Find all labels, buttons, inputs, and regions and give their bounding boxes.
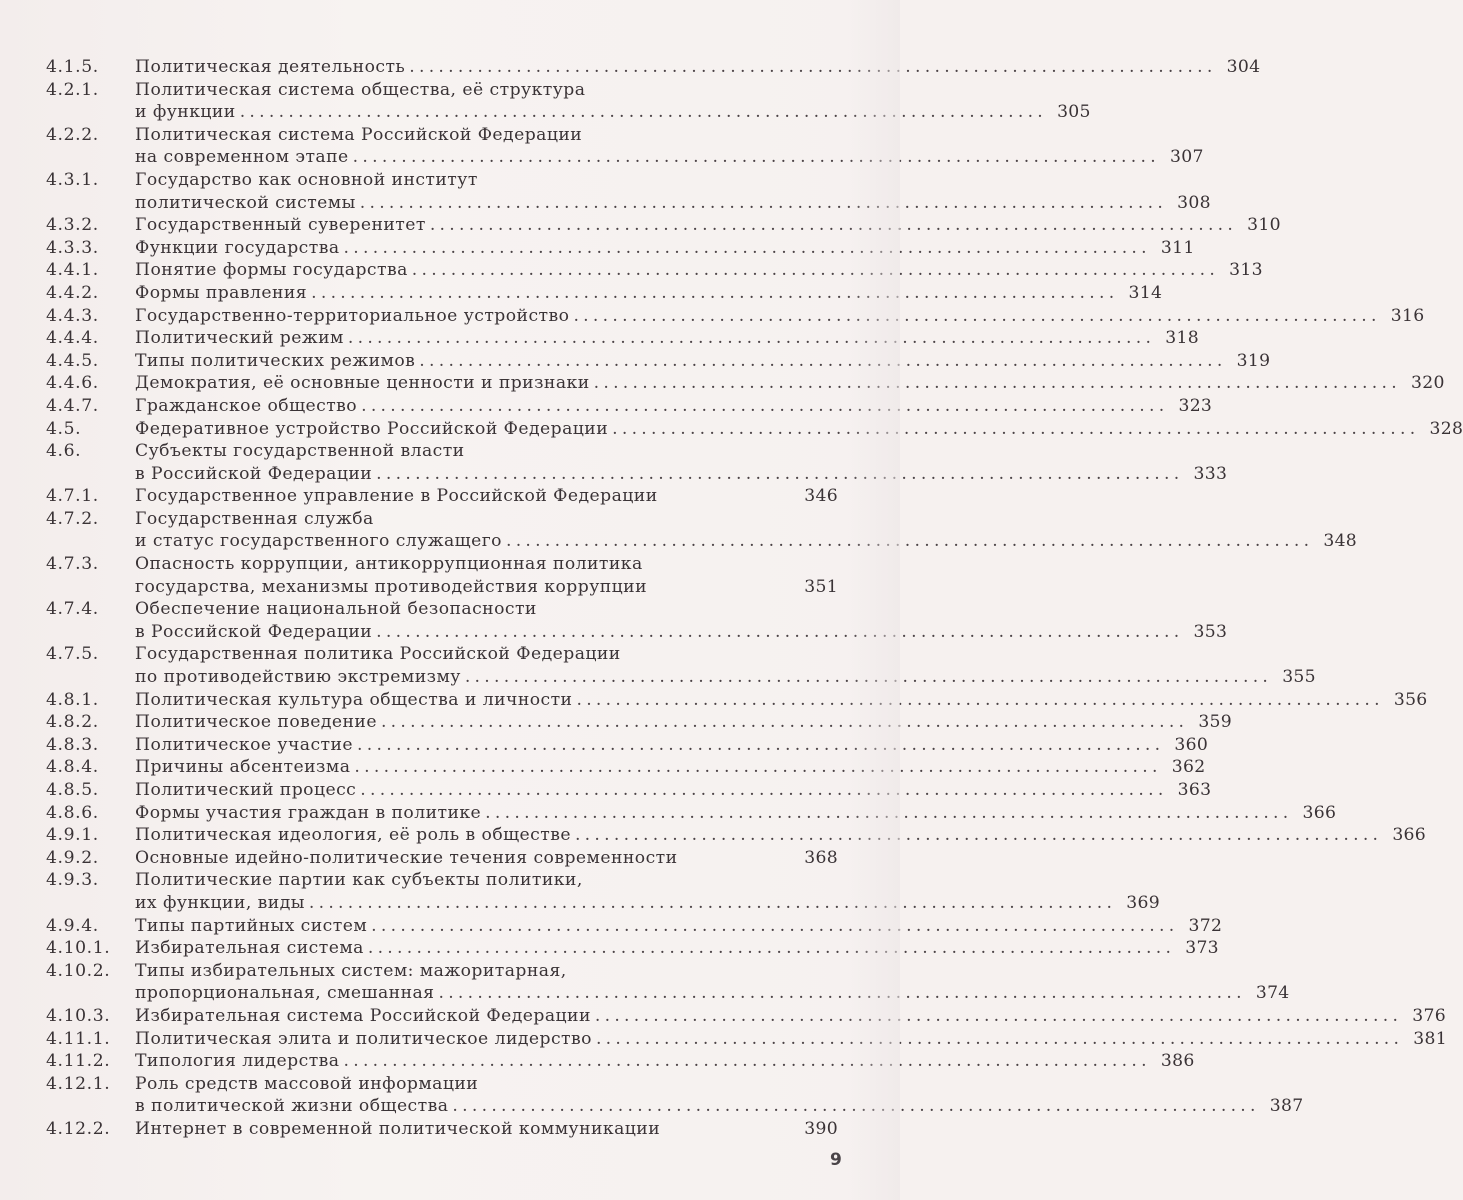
toc-entry bbox=[46, 960, 1290, 1005]
page-ref: 346 bbox=[804, 486, 838, 507]
page-ref: 351 bbox=[804, 576, 838, 597]
section-title: Типы политических режимов bbox=[135, 350, 416, 371]
section-title: Избирательная система bbox=[135, 938, 364, 959]
section-title: Политическая система Российской Федерации bbox=[135, 124, 583, 145]
entry-title-block bbox=[135, 1118, 838, 1141]
title-line bbox=[135, 169, 1211, 192]
toc-entry bbox=[46, 553, 838, 598]
entry-title-block bbox=[135, 56, 1260, 79]
section-title: Политическая идеология, её роль в обществе bbox=[135, 825, 571, 846]
toc-entry bbox=[46, 824, 1427, 847]
dot-leader bbox=[506, 530, 1309, 553]
section-title: политической системы bbox=[135, 192, 356, 213]
section-title: Политическое участие bbox=[135, 734, 354, 755]
section-title: государства, механизмы противодействия коррупции bbox=[135, 576, 647, 597]
dot-leader bbox=[240, 101, 1043, 124]
toc-entry bbox=[46, 79, 1091, 124]
section-number: 4.10.2. bbox=[46, 960, 111, 981]
section-title: на современном этапе bbox=[135, 147, 349, 168]
section-title: в Российской Федерации bbox=[135, 463, 373, 484]
toc-entry bbox=[46, 802, 1337, 825]
page-ref: 381 bbox=[1413, 1028, 1448, 1049]
section-title: Роль средств массовой информации bbox=[135, 1073, 479, 1094]
toc-entry bbox=[46, 372, 1445, 395]
title-line bbox=[135, 1050, 1195, 1073]
toc-entry bbox=[46, 214, 1281, 237]
toc-entry bbox=[46, 937, 1219, 960]
dot-leader bbox=[575, 824, 1378, 847]
section-title: Формы правления bbox=[135, 282, 308, 303]
section-number: 4.4.5. bbox=[46, 350, 99, 371]
title-line bbox=[135, 960, 1290, 983]
title-line bbox=[135, 101, 1091, 124]
page-ref: 390 bbox=[804, 1118, 838, 1139]
section-number: 4.12.1. bbox=[46, 1073, 111, 1094]
title-line bbox=[135, 508, 1357, 531]
section-title: их функции, виды bbox=[135, 892, 305, 913]
title-line bbox=[135, 802, 1336, 825]
entry-title-block bbox=[135, 372, 1445, 395]
title-line bbox=[135, 350, 1270, 373]
section-title: Федеративное устройство Российской Федерации bbox=[135, 418, 609, 439]
page-ref: 316 bbox=[1390, 305, 1425, 326]
section-title: и функции bbox=[135, 102, 236, 123]
section-number: 4.10.1. bbox=[46, 938, 111, 959]
section-number: 4.8.5. bbox=[46, 780, 99, 800]
section-title: Причины абсентеизма bbox=[135, 757, 351, 778]
toc-entry bbox=[46, 124, 1204, 169]
section-title: и статус государственного служащего bbox=[135, 531, 502, 552]
dot-leader bbox=[360, 779, 1163, 802]
title-line bbox=[135, 1028, 1447, 1051]
section-title: Политический режим bbox=[135, 328, 344, 349]
toc-entry bbox=[46, 305, 1425, 328]
toc-entry bbox=[46, 756, 1206, 779]
title-line bbox=[135, 56, 1260, 79]
section-title: Обеспечение национальной безопасности bbox=[135, 599, 537, 620]
entry-title-block bbox=[135, 237, 1195, 260]
entry-title-block bbox=[135, 282, 1162, 305]
entry-title-block bbox=[135, 598, 1227, 643]
title-line bbox=[135, 734, 1208, 757]
section-title: Опасность коррупции, антикоррупционная политика bbox=[135, 554, 643, 575]
entry-title-block bbox=[135, 756, 1205, 779]
entry-title-block bbox=[135, 485, 838, 508]
entry-title-block bbox=[135, 508, 1357, 553]
page-ref: 374 bbox=[1255, 983, 1290, 1004]
section-title: Основные идейно-политические течения современности bbox=[135, 847, 678, 868]
toc-entry bbox=[46, 350, 1271, 373]
dot-leader bbox=[595, 1005, 1398, 1028]
entry-title-block bbox=[135, 847, 838, 870]
section-number: 4.12.2. bbox=[46, 1118, 111, 1139]
section-number: 4.9.2. bbox=[46, 847, 99, 868]
page-ref: 372 bbox=[1188, 915, 1223, 936]
section-number: 4.4.3. bbox=[46, 305, 99, 326]
section-title: Государство как основной институт bbox=[135, 169, 478, 190]
dot-leader bbox=[344, 1050, 1147, 1073]
page-ref: 356 bbox=[1393, 689, 1428, 710]
section-title: Типология лидерства bbox=[135, 1051, 340, 1072]
section-number: 4.11.2. bbox=[46, 1051, 111, 1072]
entry-title-block bbox=[135, 711, 1232, 734]
title-line bbox=[135, 237, 1195, 260]
page-number: 9 bbox=[830, 1150, 842, 1170]
section-number: 4.11.1. bbox=[46, 1028, 111, 1049]
section-number: 4.8.1. bbox=[46, 689, 99, 710]
section-title: Государственная служба bbox=[135, 508, 374, 529]
entry-title-block bbox=[135, 689, 1428, 712]
dot-leader bbox=[612, 418, 1415, 441]
section-title: Политическая деятельность bbox=[135, 57, 406, 77]
title-line bbox=[135, 146, 1204, 169]
title-line bbox=[135, 259, 1263, 282]
section-number: 4.2.2. bbox=[46, 124, 99, 145]
section-title: Гражданское общество bbox=[135, 395, 358, 416]
entry-title-block bbox=[135, 1005, 1446, 1028]
entry-title-block bbox=[135, 350, 1270, 373]
title-line bbox=[135, 847, 838, 870]
dot-leader bbox=[376, 463, 1179, 486]
page-ref: 305 bbox=[1057, 102, 1091, 123]
section-number: 4.8.4. bbox=[46, 757, 99, 778]
section-number: 4.9.1. bbox=[46, 825, 99, 846]
section-number: 4.4.2. bbox=[46, 282, 99, 303]
entry-title-block bbox=[135, 915, 1222, 938]
section-number: 4.4.4. bbox=[46, 328, 99, 349]
section-number: 4.10.3. bbox=[46, 1005, 111, 1026]
section-number: 4.4.7. bbox=[46, 395, 99, 416]
toc-entry bbox=[46, 1050, 1195, 1073]
toc-entry bbox=[46, 259, 1263, 282]
dot-leader bbox=[381, 711, 1184, 734]
page-ref: 373 bbox=[1185, 938, 1219, 959]
entry-title-block bbox=[135, 440, 1227, 485]
dot-leader bbox=[354, 756, 1157, 779]
title-line bbox=[135, 1073, 1304, 1096]
page-ref: 318 bbox=[1165, 328, 1199, 349]
entry-title-block bbox=[135, 124, 1204, 169]
section-title: Государственный суверенитет bbox=[135, 215, 426, 236]
entry-title-block bbox=[135, 734, 1208, 757]
section-number: 4.2.1. bbox=[46, 79, 99, 100]
title-line bbox=[135, 689, 1428, 712]
title-line bbox=[135, 214, 1281, 237]
title-line bbox=[135, 305, 1425, 328]
toc-entry bbox=[46, 915, 1223, 938]
page-ref: 307 bbox=[1170, 147, 1204, 168]
page-ref: 360 bbox=[1174, 734, 1209, 755]
toc-entry bbox=[46, 395, 1213, 418]
entry-title-block bbox=[135, 259, 1263, 282]
page-ref: 368 bbox=[804, 847, 838, 868]
toc-entry bbox=[46, 734, 1209, 757]
title-line bbox=[135, 530, 1357, 553]
page-ref: 387 bbox=[1269, 1096, 1304, 1117]
toc-entry bbox=[46, 169, 1211, 214]
page-ref: 308 bbox=[1177, 192, 1211, 213]
page-ref: 362 bbox=[1171, 757, 1206, 778]
toc-entry bbox=[46, 711, 1233, 734]
section-title: Политические партии как субъекты политики, bbox=[135, 870, 583, 891]
entry-title-block bbox=[135, 395, 1212, 418]
toc-entry bbox=[46, 508, 1358, 553]
entry-title-block bbox=[135, 869, 1160, 914]
page-ref: 366 bbox=[1302, 802, 1337, 823]
section-title: Государственное управление в Российской Федерации bbox=[135, 486, 658, 507]
toc-entry bbox=[46, 779, 1212, 802]
toc-entry bbox=[46, 237, 1195, 260]
title-line bbox=[135, 124, 1204, 147]
dot-leader bbox=[376, 621, 1179, 644]
dot-leader bbox=[360, 192, 1163, 215]
entry-title-block bbox=[135, 305, 1425, 328]
title-line bbox=[135, 282, 1162, 305]
page-ref: 313 bbox=[1229, 260, 1263, 281]
section-title: Субъекты государственной власти bbox=[135, 441, 465, 462]
title-line bbox=[135, 711, 1232, 734]
section-title: Политическая элита и политическое лидерство bbox=[135, 1028, 592, 1049]
page-ref: 376 bbox=[1412, 1005, 1446, 1026]
toc-entry bbox=[46, 1005, 1446, 1028]
toc-entry bbox=[46, 485, 838, 508]
toc-entry bbox=[46, 689, 1428, 712]
title-line bbox=[135, 937, 1219, 960]
dot-leader bbox=[430, 214, 1233, 237]
page-ref: 359 bbox=[1198, 712, 1233, 733]
entry-title-block bbox=[135, 214, 1281, 237]
page-ref: 310 bbox=[1247, 215, 1281, 236]
title-line bbox=[135, 1005, 1446, 1028]
section-title: Демократия, её основные ценности и признаки bbox=[135, 373, 590, 394]
dot-leader bbox=[594, 372, 1397, 395]
page-ref: 304 bbox=[1226, 57, 1261, 77]
page-ref: 386 bbox=[1160, 1051, 1195, 1072]
toc-entry bbox=[46, 440, 1228, 485]
title-line bbox=[135, 192, 1211, 215]
title-line bbox=[135, 824, 1426, 847]
section-number: 4.3.2. bbox=[46, 215, 99, 236]
dot-leader bbox=[368, 937, 1171, 960]
title-line bbox=[135, 779, 1211, 802]
entry-title-block bbox=[135, 79, 1091, 124]
section-number: 4.8.2. bbox=[46, 712, 99, 733]
section-number: 4.7.3. bbox=[46, 554, 99, 575]
section-number: 4.4.6. bbox=[46, 373, 99, 394]
dot-leader bbox=[409, 56, 1212, 79]
title-line bbox=[135, 666, 1316, 689]
dot-leader bbox=[419, 350, 1222, 373]
title-line bbox=[135, 372, 1445, 395]
section-title: пропорциональная, смешанная bbox=[135, 983, 435, 1004]
title-line bbox=[135, 79, 1091, 102]
dot-leader bbox=[309, 892, 1112, 915]
dot-leader bbox=[311, 282, 1114, 305]
section-number: 4.3.1. bbox=[46, 169, 99, 190]
entry-title-block bbox=[135, 824, 1426, 847]
section-title: Интернет в современной политической коммуникации bbox=[135, 1118, 661, 1139]
section-title: Типы партийных систем bbox=[135, 915, 368, 936]
section-number: 4.4.1. bbox=[46, 260, 99, 281]
title-line bbox=[135, 915, 1222, 938]
title-line bbox=[135, 869, 1160, 892]
page-ref: 311 bbox=[1160, 237, 1195, 258]
section-number: 4.5. bbox=[46, 418, 82, 439]
title-line bbox=[135, 485, 838, 508]
section-title: Политическая культура общества и личности bbox=[135, 689, 573, 710]
page-ref: 353 bbox=[1193, 621, 1228, 642]
section-title: Политическая система общества, её структура bbox=[135, 79, 586, 100]
page-ref: 314 bbox=[1128, 282, 1163, 303]
page-ref: 328 bbox=[1429, 418, 1463, 439]
toc-entry bbox=[46, 869, 1160, 914]
page-ref: 319 bbox=[1236, 350, 1271, 371]
dot-leader bbox=[371, 915, 1174, 938]
page-ref: 323 bbox=[1178, 395, 1213, 416]
toc-entry bbox=[46, 327, 1199, 350]
toc-entry bbox=[46, 643, 1316, 688]
toc-entry bbox=[46, 282, 1163, 305]
section-number: 4.8.6. bbox=[46, 802, 99, 823]
dot-leader bbox=[361, 395, 1164, 418]
title-line bbox=[135, 440, 1227, 463]
entry-title-block bbox=[135, 1050, 1195, 1073]
page-edge-shadow bbox=[846, 0, 900, 1200]
dot-leader bbox=[576, 689, 1379, 712]
title-line bbox=[135, 418, 1463, 441]
page-ref: 348 bbox=[1323, 531, 1358, 552]
title-line bbox=[135, 576, 838, 599]
dot-leader bbox=[357, 734, 1160, 757]
section-title: Государственно-территориальное устройство bbox=[135, 305, 570, 326]
section-number: 4.7.2. bbox=[46, 508, 99, 529]
entry-title-block bbox=[135, 779, 1211, 802]
entry-title-block bbox=[135, 169, 1211, 214]
section-number: 4.7.1. bbox=[46, 486, 99, 507]
section-title: Формы участия граждан в политике bbox=[135, 802, 482, 823]
section-title: Понятие формы государства bbox=[135, 260, 408, 281]
page-ref: 333 bbox=[1193, 463, 1228, 484]
section-number: 4.3.3. bbox=[46, 237, 99, 258]
table-of-contents bbox=[46, 56, 1463, 1141]
section-title: в политической жизни общества bbox=[135, 1096, 449, 1117]
toc-entry bbox=[46, 847, 838, 870]
dot-leader bbox=[348, 327, 1151, 350]
toc-entry bbox=[46, 598, 1228, 643]
dot-leader bbox=[438, 982, 1241, 1005]
title-line bbox=[135, 643, 1316, 666]
section-title: Политическое поведение bbox=[135, 712, 377, 733]
title-line bbox=[135, 553, 838, 576]
title-line bbox=[135, 756, 1205, 779]
section-title: по противодействию экстремизму bbox=[135, 667, 461, 688]
title-line bbox=[135, 1095, 1304, 1118]
section-number: 4.9.3. bbox=[46, 870, 99, 891]
entry-title-block bbox=[135, 327, 1199, 350]
title-line bbox=[135, 892, 1160, 915]
dot-leader bbox=[353, 146, 1156, 169]
page-ref: 320 bbox=[1410, 373, 1445, 394]
section-title: Функции государства bbox=[135, 237, 340, 258]
section-title: Государственная политика Российской Федерации bbox=[135, 644, 621, 665]
entry-title-block bbox=[135, 418, 1463, 441]
toc-entry bbox=[46, 1028, 1448, 1051]
section-number: 4.8.3. bbox=[46, 734, 99, 755]
section-number: 4.1.5. bbox=[46, 57, 99, 77]
title-line bbox=[135, 463, 1227, 486]
section-number: 4.7.5. bbox=[46, 644, 99, 665]
entry-title-block bbox=[135, 643, 1316, 688]
toc-entry bbox=[46, 1073, 1304, 1118]
entry-title-block bbox=[135, 960, 1290, 1005]
title-line bbox=[135, 982, 1290, 1005]
entry-title-block bbox=[135, 1028, 1447, 1051]
title-line bbox=[135, 1118, 838, 1141]
toc-entry bbox=[46, 56, 1261, 79]
page-ref: 355 bbox=[1282, 667, 1316, 688]
section-title: Политический процесс bbox=[135, 780, 357, 800]
section-title: в Российской Федерации bbox=[135, 621, 373, 642]
title-line bbox=[135, 598, 1227, 621]
section-title: Избирательная система Российской Федерации bbox=[135, 1005, 591, 1026]
section-number: 4.6. bbox=[46, 441, 82, 462]
toc-entry bbox=[46, 1118, 838, 1141]
section-number: 4.7.4. bbox=[46, 599, 99, 620]
page-ref: 369 bbox=[1126, 892, 1160, 913]
page-ref: 363 bbox=[1177, 780, 1212, 800]
toc-entry bbox=[46, 418, 1463, 441]
title-line bbox=[135, 395, 1212, 418]
section-title: Типы избирательных систем: мажоритарная, bbox=[135, 960, 567, 981]
entry-title-block bbox=[135, 1073, 1304, 1118]
title-line bbox=[135, 327, 1199, 350]
section-number: 4.9.4. bbox=[46, 915, 99, 936]
title-line bbox=[135, 621, 1227, 644]
dot-leader bbox=[412, 259, 1215, 282]
entry-title-block bbox=[135, 937, 1219, 960]
dot-leader bbox=[344, 237, 1147, 260]
page-ref: 366 bbox=[1392, 825, 1427, 846]
entry-title-block bbox=[135, 553, 838, 598]
dot-leader bbox=[573, 305, 1376, 328]
entry-title-block bbox=[135, 802, 1336, 825]
dot-leader bbox=[596, 1028, 1399, 1051]
